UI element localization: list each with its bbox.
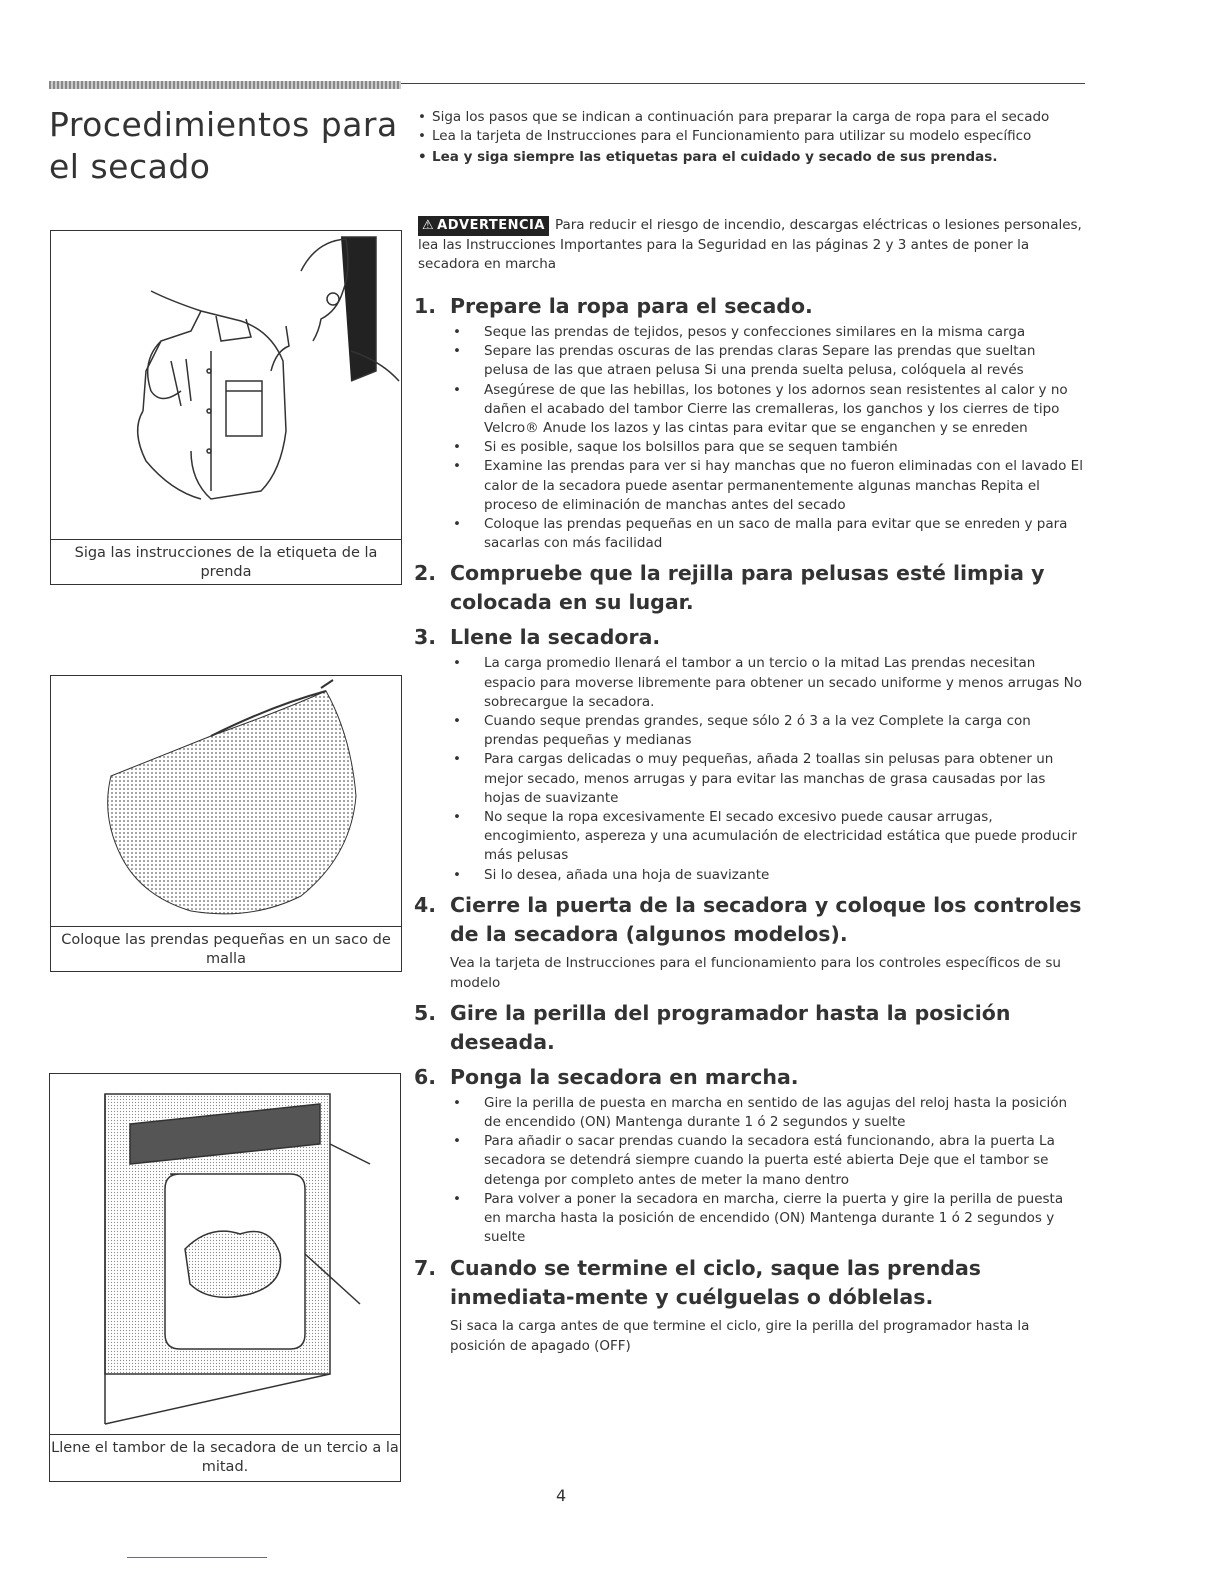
intro-list — [418, 108, 1083, 167]
warning-triangle-icon: ⚠ — [422, 218, 435, 233]
page-number: 4 — [556, 1486, 567, 1505]
header-rule — [49, 80, 1085, 90]
warning-badge-label: ADVERTENCIA — [437, 218, 545, 233]
warning-badge — [418, 216, 549, 236]
step-heading: Gire la perilla del programador hasta la posición deseada. — [450, 1000, 1011, 1054]
step-bullet: • Si es posible, saque los bolsillos para que se sequen también — [450, 438, 1084, 457]
figure-garment-label — [50, 230, 402, 585]
header-line — [401, 83, 1085, 84]
footer-line — [127, 1557, 267, 1558]
step-note: Si saca la carga antes de que termine el ciclo, gire la perilla del programador hasta la posición de apagado (OFF) — [450, 1317, 1030, 1354]
step-number: 7. — [414, 1255, 437, 1280]
step-number: 1. — [414, 294, 437, 318]
step-bullet: • Cuando seque prendas grandes, seque sólo 2 ó 3 a la vez Complete la carga con prendas pequeñas y medianas — [450, 712, 1084, 750]
step-5 — [414, 999, 1084, 1057]
intro-item: • Siga los pasos que se indican a continuación para preparar la carga de ropa para el secado — [418, 108, 1083, 127]
step-bullet: • Gire la perilla de puesta en marcha en sentido de las agujas del reloj hasta la posición de encendido (ON) Mantenga durante 1 ó 2 segundos y suelte — [450, 1094, 1084, 1132]
figure-dryer-drum — [49, 1073, 401, 1482]
step-heading: Ponga la secadora en marcha. — [450, 1064, 799, 1089]
step-number: 5. — [414, 1000, 437, 1025]
step-4 — [414, 891, 1084, 993]
step-bullet: • Para cargas delicadas o muy pequeñas, añada 2 toallas sin pelusas para obtener un mejor secado, menos arrugas y para evitar las manchas de grasa causadas por las hojas de suavizante — [450, 750, 1084, 808]
step-heading: Cuando se termine el ciclo, saque las prendas inmediata-mente y cuélguelas o dóblelas. — [450, 1255, 982, 1309]
step-number: 2. — [414, 561, 437, 586]
step-6 — [414, 1063, 1084, 1248]
step-heading: Prepare la ropa para el secado. — [450, 294, 813, 318]
step-number: 3. — [414, 625, 437, 650]
step-number: 4. — [414, 892, 437, 917]
header-shade-bar — [49, 81, 401, 89]
step-3 — [414, 623, 1084, 884]
page-title: Procedimientos para el secado — [49, 105, 398, 186]
intro-item: • Lea y siga siempre las etiquetas para el cuidado y secado de sus prendas. — [418, 148, 1083, 167]
step-bullet: • Asegúrese de que las hebillas, los botones y los adornos sean resistentes al calor y no dañen el acabado del tambor Cierre las cremalleras, los ganchos y los cierres de tipo Velcro® Anude los lazos y las cintas para evitar que se enganchen y se enreden — [450, 381, 1084, 439]
step-heading: Llene la secadora. — [450, 625, 661, 650]
step-bullet: • Examine las prendas para ver si hay manchas que no fueron eliminadas con el lavado El calor de la secadora puede asentar permanentemente algunas manchas Repita el proceso de eliminación de manchas antes del secado — [450, 457, 1084, 515]
step-paragraph: Vea la tarjeta de Instrucciones para el funcionamiento para los controles específicos de su modelo — [450, 954, 1061, 991]
step-bullet: • Separe las prendas oscuras de las prendas claras Separe las prendas que sueltan pelusa de las que atraen pelusa Si una prenda suelta pelusa, colóquela al revés — [450, 342, 1084, 380]
step-bullet: • Para añadir o sacar prendas cuando la secadora está funcionando, abra la puerta La secadora se detendrá siempre cuando la puerta esté abierta Deje que el tambor se detenga por completo antes de meter la mano dentro — [450, 1132, 1084, 1190]
step-7 — [414, 1254, 1084, 1356]
step-bullet: • Coloque las prendas pequeñas en un saco de malla para evitar que se enreden y para sacarlas con más facilidad — [450, 515, 1084, 553]
step-bullet: • Si lo desea, añada una hoja de suavizante — [450, 866, 1084, 885]
step-bullet: • Para volver a poner la secadora en marcha, cierre la puerta y gire la perilla de puesta en marcha hasta la posición de encendido (ON) Mantenga durante 1 ó 2 segundos y suelte — [450, 1190, 1084, 1248]
figure-mesh-bag — [50, 675, 402, 972]
step-2 — [414, 559, 1084, 617]
person-holding-shirt-illustration — [51, 231, 401, 537]
step-heading: Compruebe que la rejilla para pelusas esté limpia y colocada en su lugar. — [450, 561, 1045, 615]
figure-caption: Coloque las prendas pequeñas en un saco de malla — [51, 926, 401, 971]
steps-list — [414, 292, 1084, 1362]
step-number: 6. — [414, 1064, 437, 1089]
mesh-bag-illustration — [51, 676, 401, 921]
warning-text: Para reducir el riesgo de incendio, descargas eléctricas o lesiones personales, lea las Instrucciones Importantes para la Seguridad en las páginas 2 y 3 antes de poner la secadora en marcha — [418, 217, 1082, 272]
intro-item: • Lea la tarjeta de Instrucciones para el Funcionamiento para utilizar su modelo específico — [418, 127, 1083, 146]
figure-caption: Siga las instrucciones de la etiqueta de la prenda — [51, 539, 401, 584]
step-bullet: • Seque las prendas de tejidos, pesos y confecciones similares en la misma carga — [450, 323, 1084, 342]
step-heading: Cierre la puerta de la secadora y coloque los controles de la secadora (algunos modelos). — [450, 892, 1082, 946]
step-bullet: • No seque la ropa excesivamente El secado excesivo puede causar arrugas, encogimiento, aspereza y una acumulación de electricidad estática que puede producir más pelusas — [450, 808, 1084, 866]
step-bullet: • La carga promedio llenará el tambor a un tercio o la mitad Las prendas necesitan espacio para moverse libremente para obtener un secado uniforme y menos arrugas No sobrecargue la secadora. — [450, 654, 1084, 712]
dryer-loading-illustration — [50, 1074, 400, 1434]
warning-block — [418, 216, 1083, 274]
figure-caption: Llene el tambor de la secadora de un tercio a la mitad. — [50, 1434, 400, 1481]
step-1 — [414, 292, 1084, 553]
